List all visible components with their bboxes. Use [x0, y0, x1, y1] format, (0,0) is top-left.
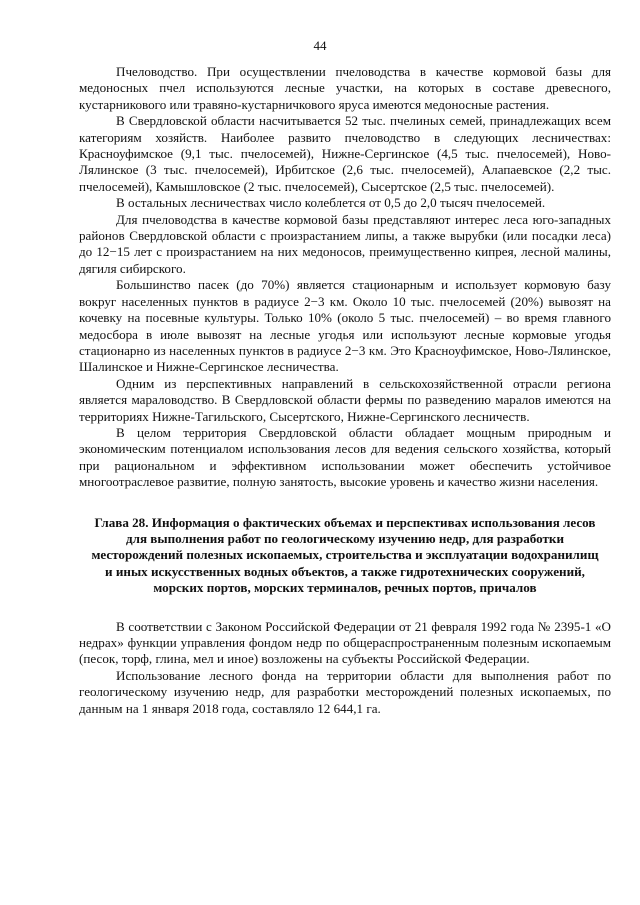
paragraph-bee-colonies-count: В Свердловской области насчитывается 52 тыс. пчелиных семей, принадлежащих всем категориям хозяйств. Наиболее развито пчеловодство в следующих лесничествах: Красноуфимское (9,1 тыс. пчелосемей), Нижне-Сергинское (4,5 тыс. пчелосемей), Ново-Лялинское (3 тыс. пчелосемей), Ирбитское (2,6 тыс. пчелосемей), Алапаевское (2,2 тыс. пчелосемей), Камышловское (2 тыс. пчелосемей), Сысертское (2,5 тыс. пчелосемей). — [79, 113, 611, 194]
page-content — [79, 64, 611, 717]
paragraph-subsoil-law: В соответствии с Законом Российской Федерации от 21 февраля 1992 года № 2395-1 «О недрах» функции управления фондом недр по общераспространенным полезным ископаемым (песок, торф, глина, мел и иное) возложены на субъекты Российской Федерации. — [79, 618, 611, 667]
page-number: 44 — [313, 38, 327, 53]
paragraph-other-forestries: В остальных лесничествах число колеблется от 0,5 до 2,0 тысяч пчелосемей. — [116, 195, 546, 211]
paragraph-potential-summary: В целом территория Свердловской области обладает мощным природным и экономическим потенциалом использования лесов для ведения сельского хозяйства, который при рациональном и эффективном использовании может обеспечить устойчивое многоотраслевое развитие, полную занятость, высокие уровень и качество жизни населения. — [79, 424, 611, 490]
paragraph-forage-base: Для пчеловодства в качестве кормовой базы представляют интерес леса юго-западных районов Свердловской области с произрастанием липы, а также вырубки (или посадки леса) до 12−15 лет с произрастанием на них медоносов, преимущественно кипрея, лесной малины, дягиля сибирского. — [79, 211, 611, 276]
chapter-title: Глава 28. Информация о фактических объемах и перспективах использования лесов для выполнения работ по геологическому изучению недр, для разработки месторождений полезных ископаемых, строительства и эксплуатации водохранилищ и иных искусственных водных объектов, а также гидротехнических сооружений, морских портов, морских терминалов, речных портов, причалов — [91, 514, 599, 596]
paragraph-apiaries-stationary: Большинство пасек (до 70%) является стационарным и использует кормовую базу вокруг населенных пунктов в радиусе 2−3 км. Около 10 тыс. пчелосемей (20%) вывозят на кочевку на посевные культуры. Только 10% (около 5 тыс. пчелосемей) – во время главного медосбора в июле вывозят на лесные угодья или используют лесные кормовые угодья стационарно из населенных пунктов в радиусе 2−3 км. Это Красноуфимское, Ново-Лялинское, Шалинское и Нижне-Сергинское лесничества. — [79, 277, 611, 375]
paragraph-beekeeping-intro: Пчеловодство. При осуществлении пчеловодства в качестве кормовой базы для медоносных пчел используются лесные участки, на которых в составе древесного, кустарникового или травяно-кустарничкового яруса имеются медоносные растения. — [79, 64, 611, 112]
paragraph-deer-farming: Одним из перспективных направлений в сельскохозяйственной отрасли региона является мараловодство. В Свердловской области фермы по разведению маралов имеются на территориях Нижне-Тагильского, Сысертского, Нижне-Сергинского лесничеств. — [79, 375, 611, 424]
paragraph-forest-fund-use: Использование лесного фонда на территории области для выполнения работ по геологическому изучению недр, для разработки месторождений полезных ископаемых, по данным на 1 января 2018 года, составляло 12 644,1 га. — [79, 667, 611, 716]
